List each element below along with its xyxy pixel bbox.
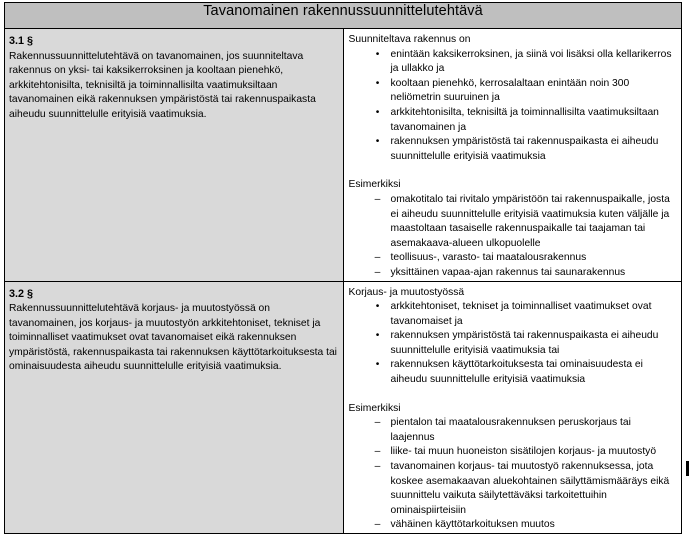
- section-description: Rakennussuunnittelutehtävä on tavanomainen, jos suunniteltava rakennus on yksi- tai kaksikerroksinen ja kooltaan pienehkö, arkkitehtonisilta, teknisiltä ja toiminnallisilta vaatimuksiltaan tavanomainen eikä rakennuksen ympäristöstä tai rakennuspaikasta aiheudu suunnittelulle erityisiä vaatimuksia.: [9, 50, 316, 120]
- bullet-icon: •: [375, 330, 380, 342]
- criteria-list: [349, 48, 674, 165]
- dash-icon: –: [374, 266, 381, 278]
- section-number: 3.2 §: [9, 287, 34, 300]
- section-row-3-2: [5, 281, 682, 534]
- bullet-icon: •: [375, 48, 380, 60]
- criteria-heading: Suunniteltava rakennus on: [348, 34, 471, 45]
- list-item: – pientalon tai maatalousrakennuksen peruskorjaus tai laajennus: [349, 416, 674, 445]
- list-item: • rakennuksen käyttötarkoituksesta tai ominaisuudesta ei aiheudu suunnittelulle erityisiä vaatimuksia: [349, 358, 674, 387]
- list-item: • rakennuksen ympäristöstä tai rakennuspaikasta ei aiheudu suunnittelulle erityisiä vaatimuksia: [349, 135, 674, 164]
- dash-icon: –: [374, 252, 381, 264]
- list-item: – teollisuus-, varasto- tai maatalousrakennus: [349, 251, 674, 266]
- section-description-cell: [5, 281, 344, 534]
- bullet-icon: •: [375, 301, 380, 313]
- bullet-icon: •: [375, 136, 380, 148]
- section-criteria-cell: [343, 29, 682, 282]
- bullet-icon: •: [375, 77, 380, 89]
- dash-icon: –: [374, 461, 381, 473]
- criteria-list: [349, 300, 674, 388]
- examples-list: [349, 416, 674, 533]
- list-item: – tavanomainen korjaus- tai muutostyö rakennuksessa, jota koskee asemakaavan aluekohtainen säilyttämismääräys eikä suunnittelu vaikuta säilytettäväksi tarkoitettuihin ominaispiirteisiin: [349, 460, 674, 518]
- list-item: – liike- tai muun huoneiston sisätilojen korjaus- ja muutostyö: [349, 445, 674, 460]
- section-description-cell: [5, 29, 344, 282]
- dash-icon: –: [374, 417, 381, 429]
- classification-table: [4, 2, 682, 534]
- criteria-heading: Korjaus- ja muutostyössä: [348, 286, 465, 298]
- dash-icon: –: [374, 193, 381, 205]
- section-criteria-cell: [343, 281, 682, 534]
- list-item: • enintään kaksikerroksinen, ja siinä voi lisäksi olla kellarikerros ja ullakko ja: [349, 48, 674, 77]
- section-description: Rakennussuunnittelutehtävä korjaus- ja muutostyössä on tavanomainen, jos korjaus- ja muutostyön arkkitehtoniset, tekniset ja toiminnalliset vaatimukset ovat tavanomaiset eikä rakennuksen ympäristöstä, rakennuspaikasta tai rakennuksen käyttötarkoituksesta tai ominaisuudesta aiheudu suunnittelulle erityisiä vaatimuksia.: [9, 303, 337, 373]
- list-item: • arkkitehtoniset, tekniset ja toiminnalliset vaatimukset ovat tavanomaiset ja: [349, 300, 674, 329]
- list-item: – yksittäinen vapaa-ajan rakennus tai saunarakennus: [349, 266, 674, 281]
- section-number: 3.1 §: [9, 35, 34, 47]
- list-item: • arkkitehtonisilta, teknisiltä ja toiminnallisilta vaatimuksiltaan tavanomainen ja: [349, 106, 674, 135]
- list-item: • kooltaan pienehkö, kerrosalaltaan enintään noin 300 neliömetrin suuruinen ja: [349, 77, 674, 106]
- bullet-icon: •: [375, 359, 380, 371]
- dash-icon: –: [374, 446, 381, 458]
- list-item: • rakennuksen ympäristöstä tai rakennuspaikasta ei aiheudu suunnittelulle erityisiä vaatimuksia tai: [349, 329, 674, 358]
- section-row-3-1: [5, 29, 682, 282]
- examples-heading: Esimerkiksi: [348, 402, 401, 414]
- examples-heading: Esimerkiksi: [348, 179, 401, 191]
- bullet-icon: •: [375, 106, 380, 118]
- examples-list: [349, 193, 674, 281]
- table-title: Tavanomainen rakennussuunnittelutehtävä: [5, 3, 682, 29]
- list-item: – vähäinen käyttötarkoituksen muutos: [349, 518, 674, 533]
- list-item: – omakotitalo tai rivitalo ympäristöön tai rakennuspaikalle, josta ei aiheudu suunnittelulle erityisiä vaatimuksia kuten väljälle ja maastoltaan tasaiselle rakennuspaikalle tai taajaman tai asemakaava-alueen ulkopuolelle: [349, 193, 674, 251]
- document-table-wrapper: [4, 2, 682, 534]
- dash-icon: –: [374, 519, 381, 531]
